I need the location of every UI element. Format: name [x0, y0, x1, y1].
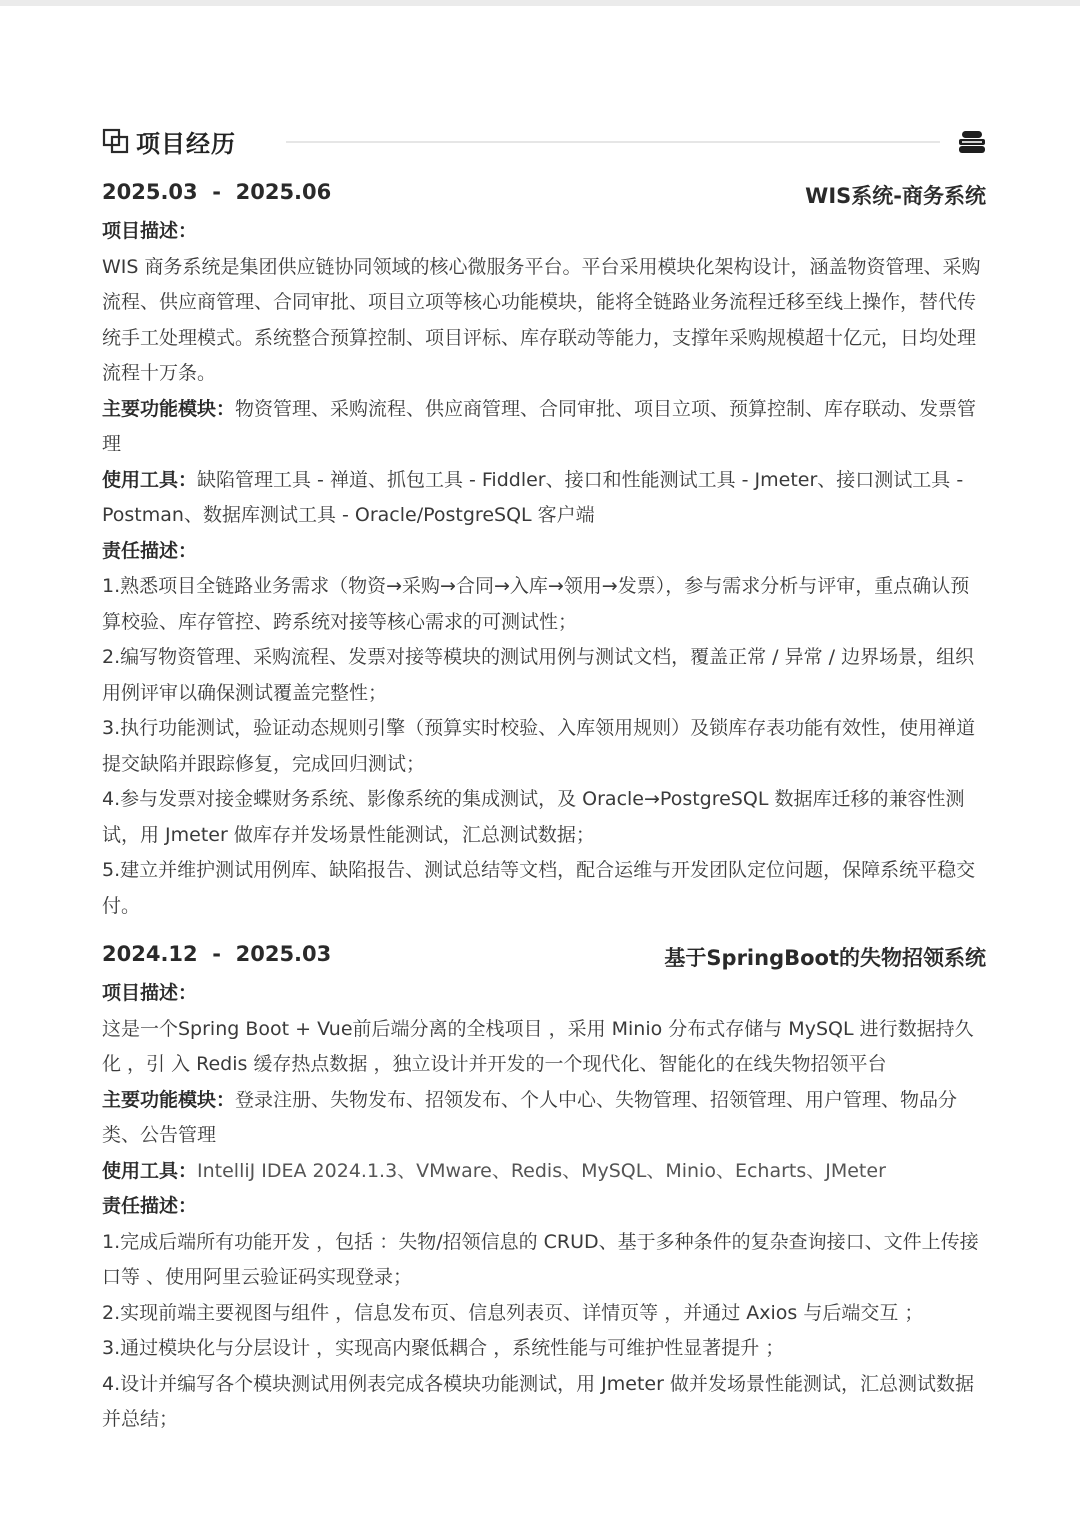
project-modules-text: 登录注册、失物发布、招领发布、个人中心、失物管理、招领管理、用户管理、物品分类、公告管理 — [102, 1088, 958, 1146]
project-tools-text: IntelliJ IDEA 2024.1.3、VMware、Redis、MySQL、Minio、Echarts、JMeter — [197, 1159, 886, 1182]
project-modules — [102, 1083, 986, 1154]
project-header — [102, 940, 986, 976]
duty-item: 5.建立并维护测试用例库、缺陷报告、测试总结等文档，配合运维与开发团队定位问题，保障系统平稳交付。 — [102, 859, 976, 917]
project-modules-text: 物资管理、采购流程、供应商管理、合同审批、项目立项、预算控制、库存联动、发票管理 — [102, 397, 977, 455]
project-date-range: 2024.12 - 2025.03 — [102, 942, 332, 966]
section-divider — [286, 141, 940, 143]
duty-item: 4.设计并编写各个模块测试用例表完成各模块功能测试，用 Jmeter 做并发场景性能测试，汇总测试数据并总结； — [102, 1372, 974, 1430]
project-description: WIS 商务系统是集团供应链协同领域的核心微服务平台。平台采用模块化架构设计，涵盖物资管理、采购流程、供应商管理、合同审批、项目立项等核心功能模块，能将全链路业务流程迁移至线上操作，替代传统手工处理模式。系统整合预算控制、项目评标、库存联动等能力，支撑年采购规模超十亿元，日均处理流程十万条。 — [102, 255, 981, 384]
duty-item: 3.通过模块化与分层设计 ，实现高内聚低耦合 ，系统性能与可维护性显著提升 ； — [102, 1337, 785, 1359]
project-header — [102, 178, 986, 214]
section-header — [102, 122, 986, 162]
project-entry — [102, 940, 986, 1438]
project-modules — [102, 392, 986, 463]
projects-list — [102, 178, 986, 1454]
project-description-label: 项目描述： — [102, 220, 198, 242]
project-modules-label: 主要功能模块： — [102, 397, 236, 420]
duty-item: 1.完成后端所有功能开发 ，包括 ：失物/招领信息的 CRUD、基于多种条件的复杂查询接口、文件上传接口等 、使用阿里云验证码实现登录； — [102, 1230, 979, 1288]
project-tools-label: 使用工具： — [102, 468, 198, 491]
project-modules-label: 主要功能模块： — [102, 1088, 236, 1111]
project-tools — [102, 463, 986, 534]
overlap-squares-icon — [102, 128, 130, 154]
project-date-range: 2025.03 - 2025.06 — [102, 180, 332, 204]
project-description: 这是一个Spring Boot + Vue前后端分离的全栈项目 ，采用 Minio 分布式存储与 MySQL 进行数据持久化 ，引 入 Redis 缓存热点数据 ，独立设计并开发的一个现代化、智能化的在线失物招领平台 — [102, 1017, 974, 1075]
project-tools-label: 使用工具： — [102, 1159, 198, 1182]
project-description-label: 项目描述： — [102, 982, 198, 1004]
section-title: 项目经历 — [136, 130, 236, 158]
resume-page — [0, 6, 1080, 1526]
duty-item: 2.编写物资管理、采购流程、发票对接等模块的测试用例与测试文档，覆盖正常 / 异常 / 边界场景，组织用例评审以确保测试覆盖完整性； — [102, 646, 975, 704]
section-badge-icon — [958, 130, 986, 154]
project-duty-label: 责任描述： — [102, 1195, 198, 1217]
project-entry — [102, 178, 986, 924]
duty-item: 1.熟悉项目全链路业务需求（物资→采购→合同→入库→领用→发票），参与需求分析与评审，重点确认预算校验、库存管控、跨系统对接等核心需求的可测试性； — [102, 575, 970, 633]
duty-item: 2.实现前端主要视图与组件 ，信息发布页、信息列表页、详情页等 ，并通过 Axios 与后端交互 ； — [102, 1301, 924, 1324]
project-duty-label: 责任描述： — [102, 539, 198, 562]
duty-item: 4.参与发票对接金蝶财务系统、影像系统的集成测试，及 Oracle→PostgreSQL 数据库迁移的兼容性测试，用 Jmeter 做库存并发场景性能测试，汇总测试数据； — [102, 788, 965, 846]
project-tools-text: 缺陷管理工具 - 禅道、抓包工具 - Fiddler、接口和性能测试工具 - Jmeter、接口测试工具 - Postman、数据库测试工具 - Oracle/PostgreSQL 客户端 — [102, 468, 964, 526]
project-name: WIS系统-商务系统 — [805, 184, 986, 208]
project-tools — [102, 1154, 986, 1190]
duty-item: 3.执行功能测试，验证动态规则引擎（预算实时校验、入库领用规则）及锁库存表功能有效性，使用禅道提交缺陷并跟踪修复，完成回归测试； — [102, 717, 976, 775]
project-name: 基于SpringBoot的失物招领系统 — [664, 946, 986, 970]
